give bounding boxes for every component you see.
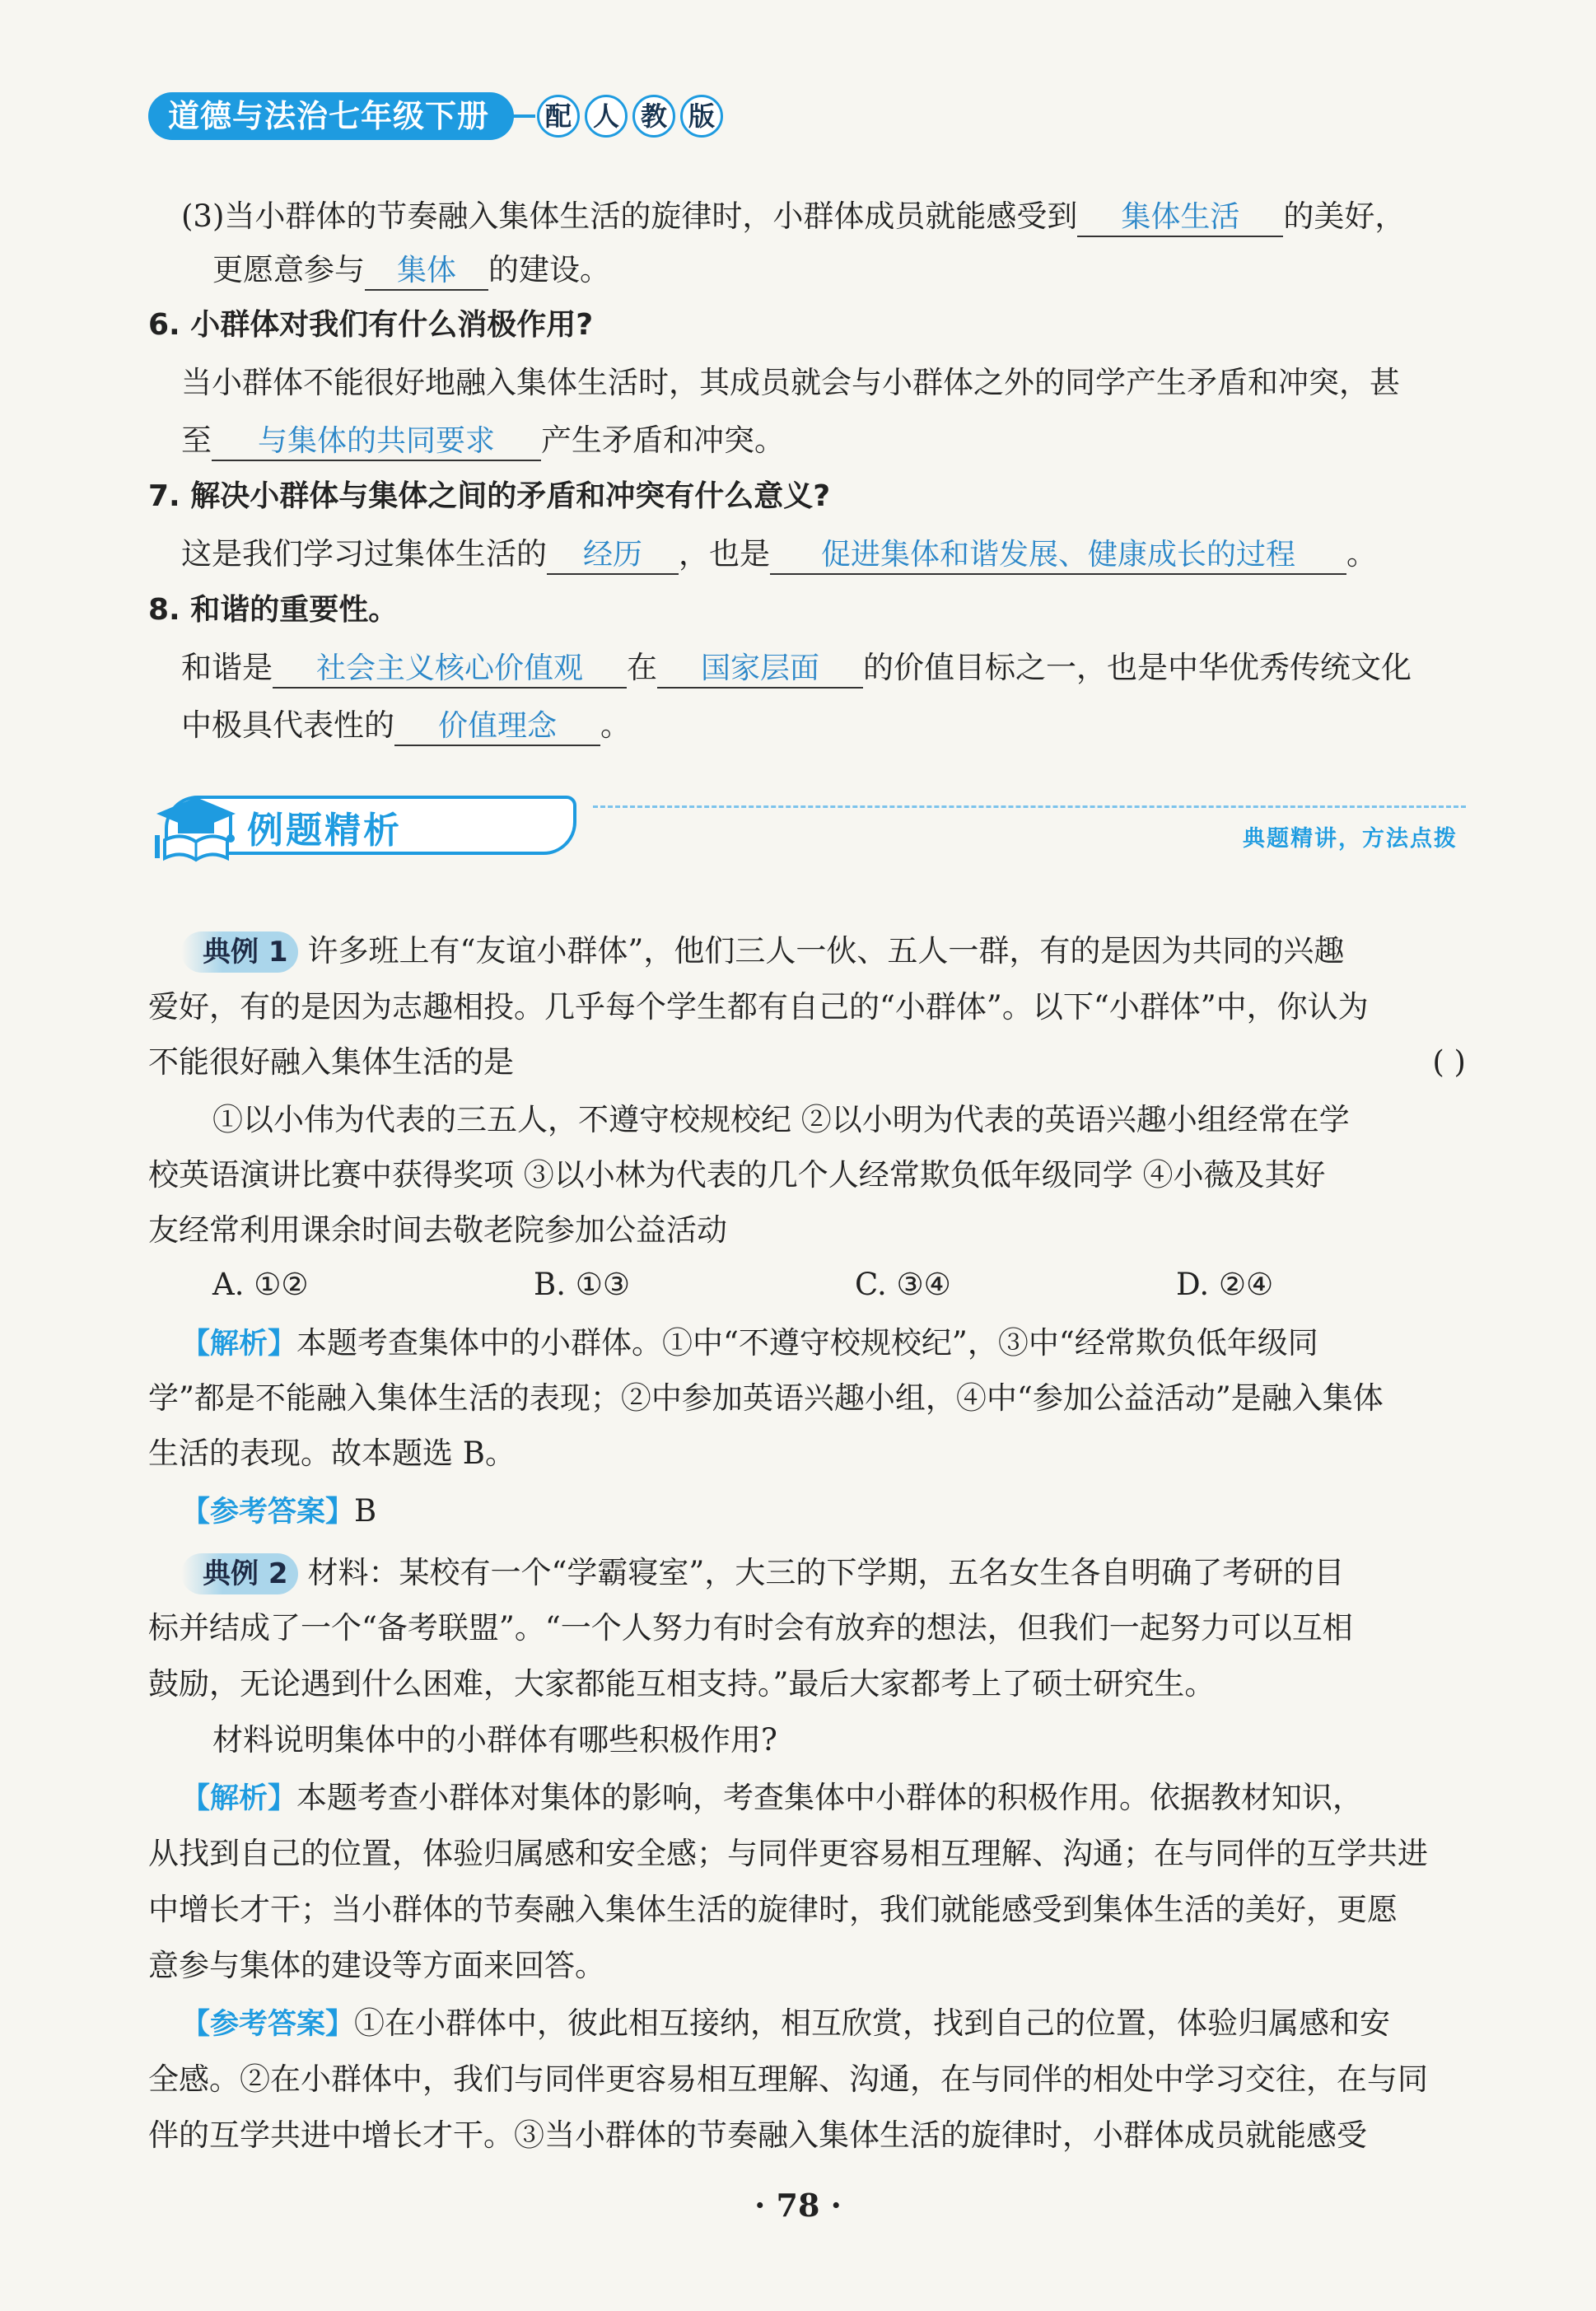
answer-blank: 经历 bbox=[547, 537, 679, 575]
text-line: ①以小伟为代表的三五人，不遵守校规校纪 ②以小明为代表的英语兴趣小组经常在学 bbox=[212, 1102, 1350, 1137]
answer-blank: 价值理念 bbox=[394, 708, 600, 746]
page-number: · 78 · bbox=[754, 2187, 842, 2224]
options-row bbox=[212, 1267, 1497, 1302]
text: 不能很好融入集体生活的是 bbox=[148, 1044, 514, 1080]
text: 许多班上有“友谊小群体”，他们三人一伙、五人一群，有的是因为共同的兴趣 bbox=[307, 933, 1345, 969]
text-line bbox=[181, 2003, 1390, 2045]
edition-char: 人 bbox=[585, 95, 628, 138]
text-line bbox=[181, 1491, 376, 1533]
section-banner bbox=[148, 789, 1466, 865]
text-line bbox=[212, 250, 610, 291]
text-line: 伴的互学共进中增长才干。③当小群体的节奏融入集体生活的旋律时，小群体成员就能感受 bbox=[148, 2117, 1367, 2153]
text-line: 从找到自己的位置，体验归属感和安全感；与同伴更容易相互理解、沟通；在与同伴的互学共进 bbox=[148, 1836, 1428, 1871]
edition-char: 版 bbox=[680, 95, 723, 138]
text-line: 意参与集体的建设等方面来回答。 bbox=[148, 1948, 605, 1983]
text-line bbox=[181, 1777, 1363, 1819]
header-connector bbox=[512, 114, 535, 118]
edition-char: 配 bbox=[537, 95, 580, 138]
answer-blank: 集体 bbox=[365, 253, 488, 291]
answer-blank: 社会主义核心价值观 bbox=[273, 651, 627, 689]
text-line: 标并结成了一个“备考联盟”。“一个人努力有时会有放弃的想法，但我们一起努力可以互相 bbox=[148, 1610, 1353, 1646]
answer-blank: 国家层面 bbox=[657, 651, 863, 689]
text: 至 bbox=[181, 423, 212, 458]
text: (3)当小群体的节奏融入集体生活的旋律时，小群体成员就能感受到 bbox=[181, 198, 1078, 234]
option-a: A. ①② bbox=[212, 1267, 309, 1302]
text-line bbox=[181, 1323, 1318, 1365]
edition-badges bbox=[537, 95, 723, 138]
question-heading: 7. 解决小群体与集体之间的矛盾和冲突有什么意义? bbox=[148, 479, 831, 513]
text: 在 bbox=[627, 650, 657, 685]
dashed-divider bbox=[593, 805, 1466, 808]
answer-blank: 集体生活 bbox=[1077, 199, 1283, 237]
text: 这是我们学习过集体生活的 bbox=[181, 536, 547, 572]
section-subtitle: 典题精讲，方法点拨 bbox=[1243, 826, 1458, 852]
answer-label: 【参考答案】 bbox=[181, 1496, 355, 1529]
text-line bbox=[181, 534, 1377, 575]
text-line: 当小群体不能很好地融入集体生活时，其成员就会与小群体之外的同学产生矛盾和冲突，甚 bbox=[181, 365, 1400, 400]
text: 材料：某校有一个“学霸寝室”，大三的下学期，五名女生各自明确了考研的目 bbox=[307, 1555, 1345, 1590]
text: 产生矛盾和冲突。 bbox=[541, 423, 785, 458]
text-line bbox=[181, 705, 631, 746]
text-line: 校英语演讲比赛中获得奖项 ③以小林为代表的几个人经常欺负低年级同学 ④小薇及其好 bbox=[148, 1157, 1326, 1193]
text-line: 学”都是不能融入集体生活的表现；②中参加英语兴趣小组，④中“参加公益活动”是融入集体 bbox=[148, 1380, 1384, 1416]
text: 。 bbox=[600, 707, 631, 743]
text-line bbox=[181, 196, 1405, 237]
text: 。 bbox=[1346, 536, 1377, 572]
answer-paren: ( ) bbox=[1432, 1044, 1466, 1080]
analysis-label: 【解析】 bbox=[181, 1328, 297, 1361]
text-line bbox=[181, 931, 1344, 973]
example-tag: 典例 2 bbox=[181, 1553, 298, 1594]
text-line: 鼓励，无论遇到什么困难，大家都能互相支持。”最后大家都考上了硕士研究生。 bbox=[148, 1666, 1216, 1702]
text: 的价值目标之一，也是中华优秀传统文化 bbox=[863, 650, 1412, 685]
text-line: 材料说明集体中的小群体有哪些积极作用? bbox=[212, 1722, 777, 1758]
text: ，也是 bbox=[679, 536, 770, 572]
answer-blank: 促进集体和谐发展、健康成长的过程 bbox=[770, 537, 1346, 575]
section-title: 例题精析 bbox=[247, 810, 402, 852]
text-line: 生活的表现。故本题选 B。 bbox=[148, 1436, 516, 1471]
text-line: 爱好，有的是因为志趣相投。几乎每个学生都有自己的“小群体”。以下“小群体”中，你认为 bbox=[148, 989, 1369, 1025]
option-d: D. ②④ bbox=[1176, 1267, 1274, 1302]
text: 的建设。 bbox=[488, 252, 610, 287]
text-line: 友经常利用课余时间去敬老院参加公益活动 bbox=[148, 1212, 727, 1248]
answer-blank: 与集体的共同要求 bbox=[212, 423, 541, 461]
text-line bbox=[181, 420, 785, 461]
text-line: 全感。②在小群体中，我们与同伴更容易相互理解、沟通，在与同伴的相处中学习交往，在与同 bbox=[148, 2061, 1428, 2097]
text: 更愿意参与 bbox=[212, 252, 365, 287]
answer-value: B bbox=[354, 1493, 377, 1529]
text-line bbox=[181, 647, 1412, 689]
option-b: B. ①③ bbox=[534, 1267, 631, 1302]
text: 本题考查小群体对集体的影响，考查集体中小群体的积极作用。依据教材知识， bbox=[296, 1780, 1364, 1815]
text: 中极具代表性的 bbox=[181, 707, 394, 743]
question-heading: 8. 和谐的重要性。 bbox=[148, 593, 399, 627]
text: ①在小群体中，彼此相互接纳，相互欣赏，找到自己的位置，体验归属感和安 bbox=[354, 2005, 1391, 2041]
example-tag: 典例 1 bbox=[181, 931, 298, 973]
text: 和谐是 bbox=[181, 650, 273, 685]
text-line bbox=[148, 1042, 1466, 1083]
analysis-label: 【解析】 bbox=[181, 1782, 297, 1815]
book-header bbox=[148, 91, 723, 142]
text-line: 中增长才干；当小群体的节奏融入集体生活的旋律时，我们就能感受到集体生活的美好，更愿 bbox=[148, 1892, 1398, 1927]
text: 的美好， bbox=[1283, 198, 1406, 234]
text: 本题考查集体中的小群体。①中“不遵守校规校纪”，③中“经常欺负低年级同 bbox=[296, 1325, 1318, 1361]
edition-char: 教 bbox=[632, 95, 675, 138]
text-line bbox=[181, 1552, 1344, 1594]
book-title: 道德与法治七年级下册 bbox=[148, 92, 514, 140]
question-heading: 6. 小群体对我们有什么消极作用? bbox=[148, 308, 594, 342]
option-c: C. ③④ bbox=[855, 1267, 951, 1302]
answer-label: 【参考答案】 bbox=[181, 2008, 355, 2041]
graduation-cap-book-icon bbox=[148, 789, 239, 863]
